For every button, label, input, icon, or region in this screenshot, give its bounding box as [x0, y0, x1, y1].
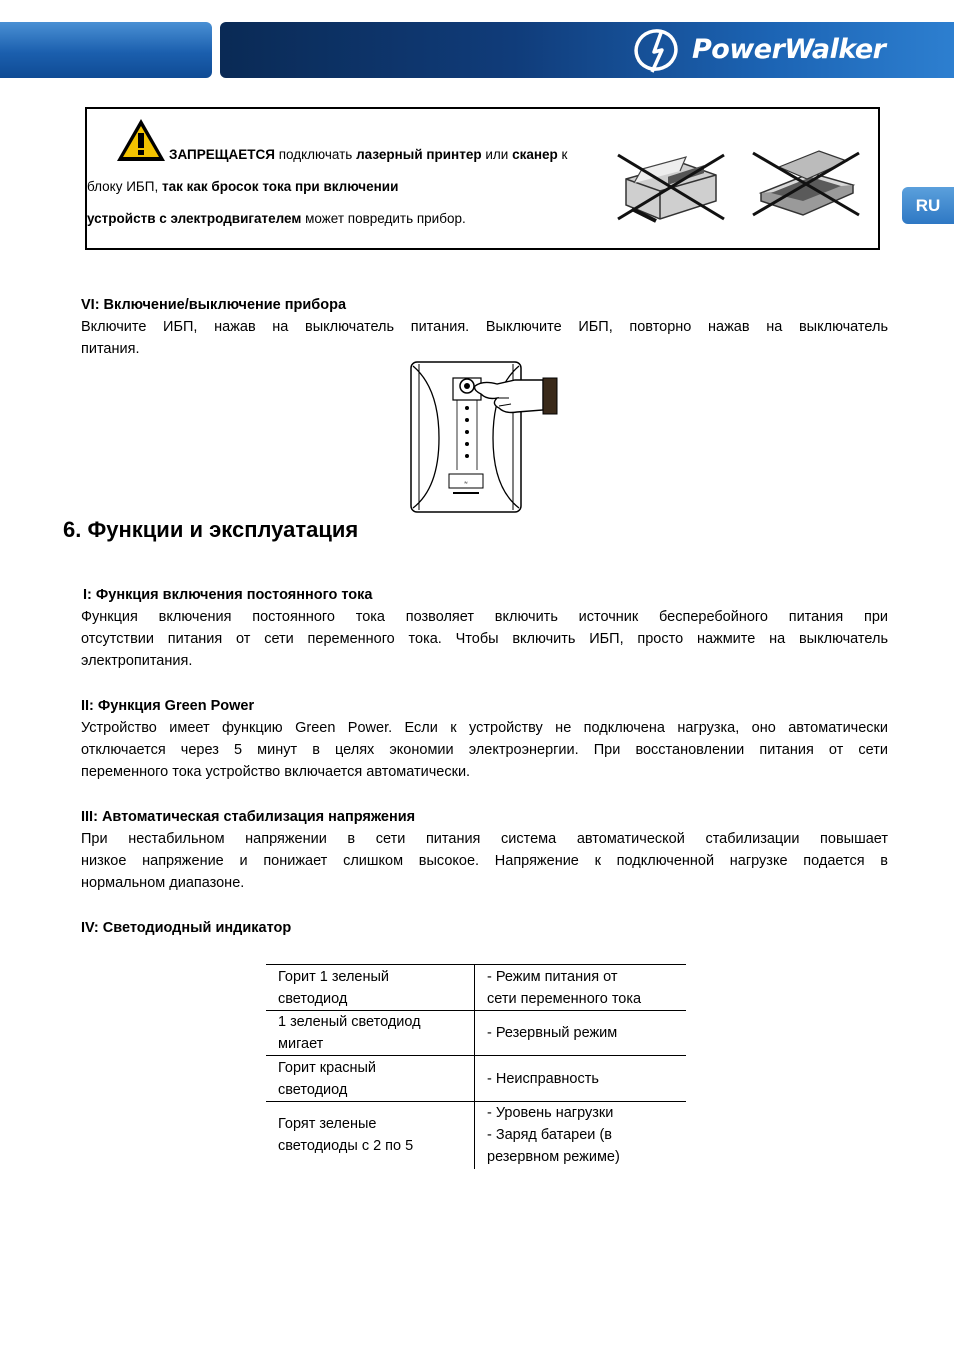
brand-name: PowerWalker — [692, 34, 886, 65]
warning-box — [85, 107, 880, 250]
table-cell-line: светодиод — [278, 990, 348, 1007]
crossed-printer-image — [612, 149, 732, 225]
brand-logo — [632, 26, 942, 74]
table-cell-line: - Неисправность — [487, 1070, 599, 1087]
warning-text: устройств с электродвигателем — [87, 211, 302, 226]
warning-text: может повредить прибор. — [301, 211, 466, 226]
table-cell-line: - Резервный режим — [487, 1025, 618, 1041]
section-iii-line-2: низкое напряжение и понижает слишком высокое. Напряжение к подключенной нагрузке подается в — [81, 853, 888, 869]
section-vi-heading: VI: Включение/выключение прибора — [81, 297, 347, 313]
table-cell-line: - Уровень нагрузки — [487, 1105, 614, 1122]
table-row — [266, 1011, 686, 1056]
section-iii-line-3: нормальном диапазоне. — [81, 875, 245, 891]
led-state-cell — [266, 1102, 475, 1169]
section-i-line-2: отсутствии питания от сети переменного тока. Чтобы включить ИБП, просто нажмите на выключатель — [81, 631, 888, 647]
led-meaning-cell — [475, 1056, 687, 1102]
warning-text: подключать — [274, 147, 357, 162]
table-row — [266, 1056, 686, 1102]
language-tab[interactable]: RU — [902, 187, 954, 224]
table-cell-line: светодиоды с 2 по 5 — [278, 1138, 414, 1155]
section-iii-heading: III: Автоматическая стабилизация напряжения — [81, 809, 416, 825]
table-cell-line: резервном режиме) — [487, 1149, 620, 1166]
section-i-line-1: Функция включения постоянного тока позволяет включить источник бесперебойного питания при — [81, 609, 888, 625]
table-row — [266, 1102, 686, 1169]
warning-triangle-icon — [115, 117, 167, 163]
table-cell-line: Горит красный — [278, 1059, 377, 1076]
warning-text: так как бросок тока при включении — [162, 179, 399, 194]
table-cell-line: - Режим питания от — [487, 968, 618, 985]
table-cell-line: - Заряд батареи (в — [487, 1127, 612, 1144]
led-meaning-cell — [475, 965, 687, 1011]
table-cell-line: светодиод — [278, 1081, 348, 1098]
table-row — [266, 965, 686, 1011]
ups-power-button-image — [405, 358, 565, 516]
led-state-cell — [266, 965, 475, 1011]
table-cell-line: 1 зеленый светодиод — [278, 1014, 421, 1030]
section-i-line-3: электропитания. — [81, 653, 193, 669]
crossed-scanner-image — [749, 149, 865, 221]
led-state-cell — [266, 1056, 475, 1102]
warning-line-2 — [87, 179, 398, 194]
section-ii-line-1: Устройство имеет функцию Green Power. Если к устройству не подключена нагрузка, оно автоматически — [81, 720, 888, 736]
table-cell-line: сети переменного тока — [487, 990, 642, 1007]
section-vi-line-2: питания. — [81, 341, 140, 357]
section-ii-line-3: переменного тока устройство включается автоматически. — [81, 764, 471, 780]
section-vi-line-1: Включите ИБП, нажав на выключатель питания. Выключите ИБП, повторно нажав на выключатель — [81, 319, 888, 335]
header-left-bar — [0, 22, 212, 78]
section-ii-heading: II: Функция Green Power — [81, 698, 255, 714]
warning-line-1 — [169, 147, 567, 162]
table-cell-line: мигает — [278, 1036, 324, 1052]
section-i-heading: I: Функция включения постоянного тока — [83, 587, 373, 603]
section-iii-line-1: При нестабильном напряжении в сети питания система автоматической стабилизации повышает — [81, 831, 888, 847]
section-iv-heading: IV: Светодиодный индикатор — [81, 920, 292, 936]
chapter-title: 6. Функции и эксплуатация — [63, 517, 359, 542]
svg-text:≈: ≈ — [463, 480, 469, 486]
warning-text: блоку ИБП, — [87, 179, 162, 194]
table-cell-line: Горят зеленые — [278, 1116, 377, 1133]
section-ii-line-2: отключается через 5 минут в целях экономии электроэнергии. При восстановлении питания от сети — [81, 742, 888, 758]
warning-text: ЗАПРЕЩАЕТСЯ — [169, 147, 275, 162]
warning-text: или — [481, 147, 513, 162]
warning-text: к — [557, 147, 568, 162]
led-state-cell — [266, 1011, 475, 1056]
led-meaning-cell — [475, 1011, 687, 1056]
led-meaning-cell — [475, 1102, 687, 1169]
led-indicator-table — [266, 964, 686, 1169]
table-cell-line: Горит 1 зеленый — [278, 968, 389, 985]
warning-text: сканер — [512, 147, 558, 162]
warning-text: лазерный принтер — [356, 147, 482, 162]
powerwalker-logo-icon — [632, 26, 692, 74]
warning-line-3 — [87, 211, 466, 226]
